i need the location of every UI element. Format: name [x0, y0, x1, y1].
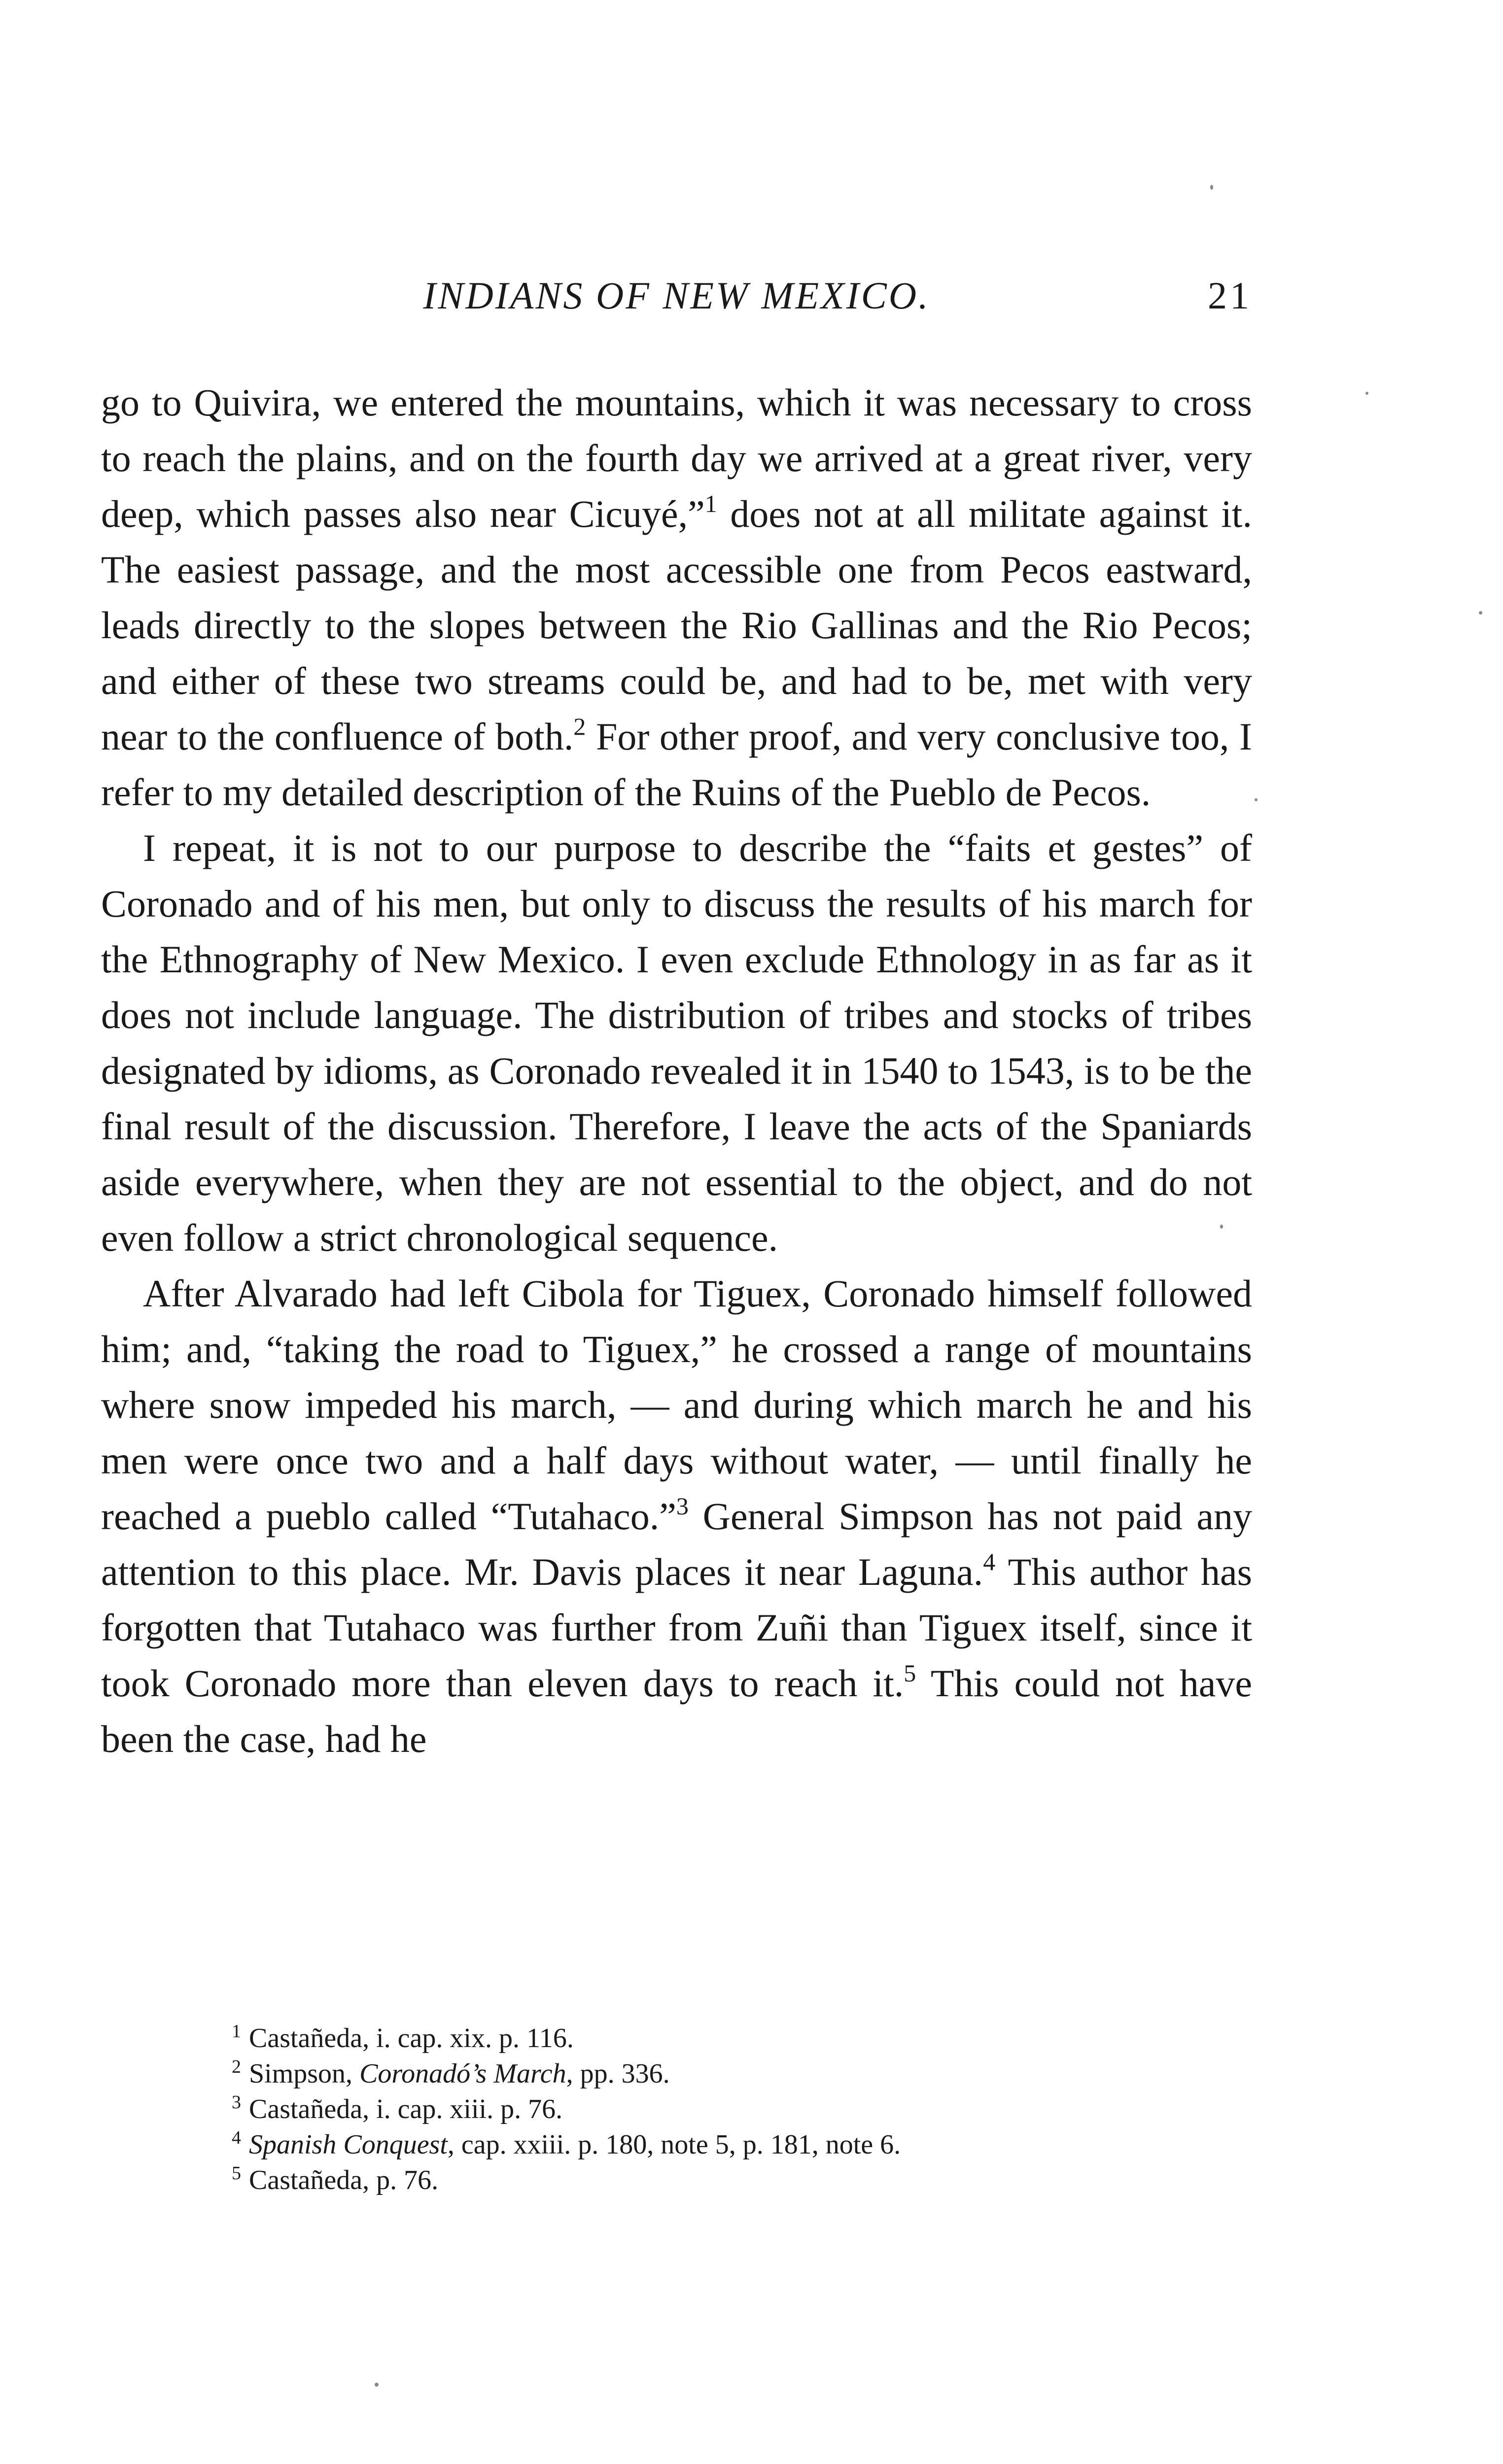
footnote — [232, 2127, 1267, 2162]
footnote — [232, 2162, 1267, 2198]
page-number: 21 — [1208, 274, 1252, 317]
footnote-text: Castañeda, i. cap. xix. p. 116. — [249, 2023, 574, 2053]
text-run: This author has forgotten that Tutahaco was further from Zuñi than Tiguex itself, since it took Coronado more than eleven days to reach it. — [101, 1550, 1252, 1705]
print-speck — [1479, 611, 1482, 615]
text-run: This could not have been the case, had he — [101, 1662, 1253, 1760]
footnote-number: 5 — [232, 2163, 241, 2184]
running-title: INDIANS OF NEW MEXICO. — [423, 274, 930, 317]
footnote-text: Castañeda, i. cap. xiii. p. 76. — [249, 2094, 563, 2124]
footnote — [232, 2020, 1267, 2056]
footnote-text: , pp. 336. — [566, 2058, 670, 2089]
footnote-text: Simpson, — [249, 2058, 360, 2089]
footnote — [232, 2091, 1267, 2127]
footnote-number: 2 — [232, 2056, 241, 2077]
footnote-marker: 5 — [904, 1659, 916, 1687]
print-speck — [375, 2383, 379, 2387]
paragraph — [101, 1266, 1252, 1767]
print-speck — [1365, 392, 1368, 395]
footnote-number: 3 — [232, 2092, 241, 2113]
running-head — [101, 269, 1252, 323]
footnote-text: Castañeda, p. 76. — [249, 2165, 439, 2195]
footnotes — [232, 2020, 1267, 2198]
footnote-marker: 3 — [676, 1492, 689, 1520]
print-speck — [1210, 185, 1213, 190]
paragraph — [101, 820, 1252, 1266]
footnote-marker: 2 — [573, 713, 586, 740]
footnote-text: , cap. xxiii. p. 180, note 5, p. 181, note 6. — [447, 2129, 901, 2160]
footnote-marker: 1 — [704, 490, 717, 517]
text-run: After Alvarado had left Cibola for Tiguex, Coronado himself followed him; and, “taking the road to Tiguex,” he crossed a range of mountains where snow impeded his march, — and during which march he and his men were once two and a half days without water, — until finally he reached a pueblo called “Tutahaco.” — [101, 1272, 1252, 1538]
footnote-number: 4 — [232, 2127, 241, 2148]
print-speck — [1220, 1225, 1223, 1229]
print-speck — [1255, 798, 1258, 801]
text-run: General Simpson has not paid any attention to this place. Mr. Davis places it near Laguna. — [101, 1495, 1252, 1593]
footnote-number: 1 — [232, 2021, 241, 2042]
paragraph — [101, 375, 1252, 820]
text-run: does not at all militate against it. The easiest passage, and the most accessible one from Pecos eastward, leads directly to the slopes between the Rio Gallinas and the Rio Pecos; and either of these two streams could be, and had to be, met with very near to the confluence of both. — [101, 492, 1252, 758]
footnote — [232, 2056, 1267, 2091]
footnote-title: Coronadó’s March — [359, 2058, 566, 2089]
body-text — [101, 375, 1252, 1767]
text-run: I repeat, it is not to our purpose to describe the “faits et gestes” of Coronado and of his men, but only to discuss the results of his march for the Ethnography of New Mexico. I even exclude Ethnology in as far as it does not include language. The distribution of tribes and stocks of tribes designated by idioms, as Coronado revealed it in 1540 to 1543, is to be the final result of the discussion. Therefore, I leave the acts of the Spaniards aside everywhere, when they are not essential to the object, and do not even follow a strict chronological sequence. — [101, 826, 1252, 1259]
footnote-title: Spanish Conquest — [249, 2129, 448, 2160]
text-run: For other proof, and very conclusive too, I refer to my detailed description of the Ruins of the Pueblo de Pecos. — [101, 715, 1252, 814]
text-run: go to Quivira, we entered the mountains, which it was necessary to cross to reach the plains, and on the fourth day we arrived at a great river, very deep, which passes also near Cicuyé,” — [101, 381, 1252, 535]
footnote-marker: 4 — [983, 1548, 996, 1575]
